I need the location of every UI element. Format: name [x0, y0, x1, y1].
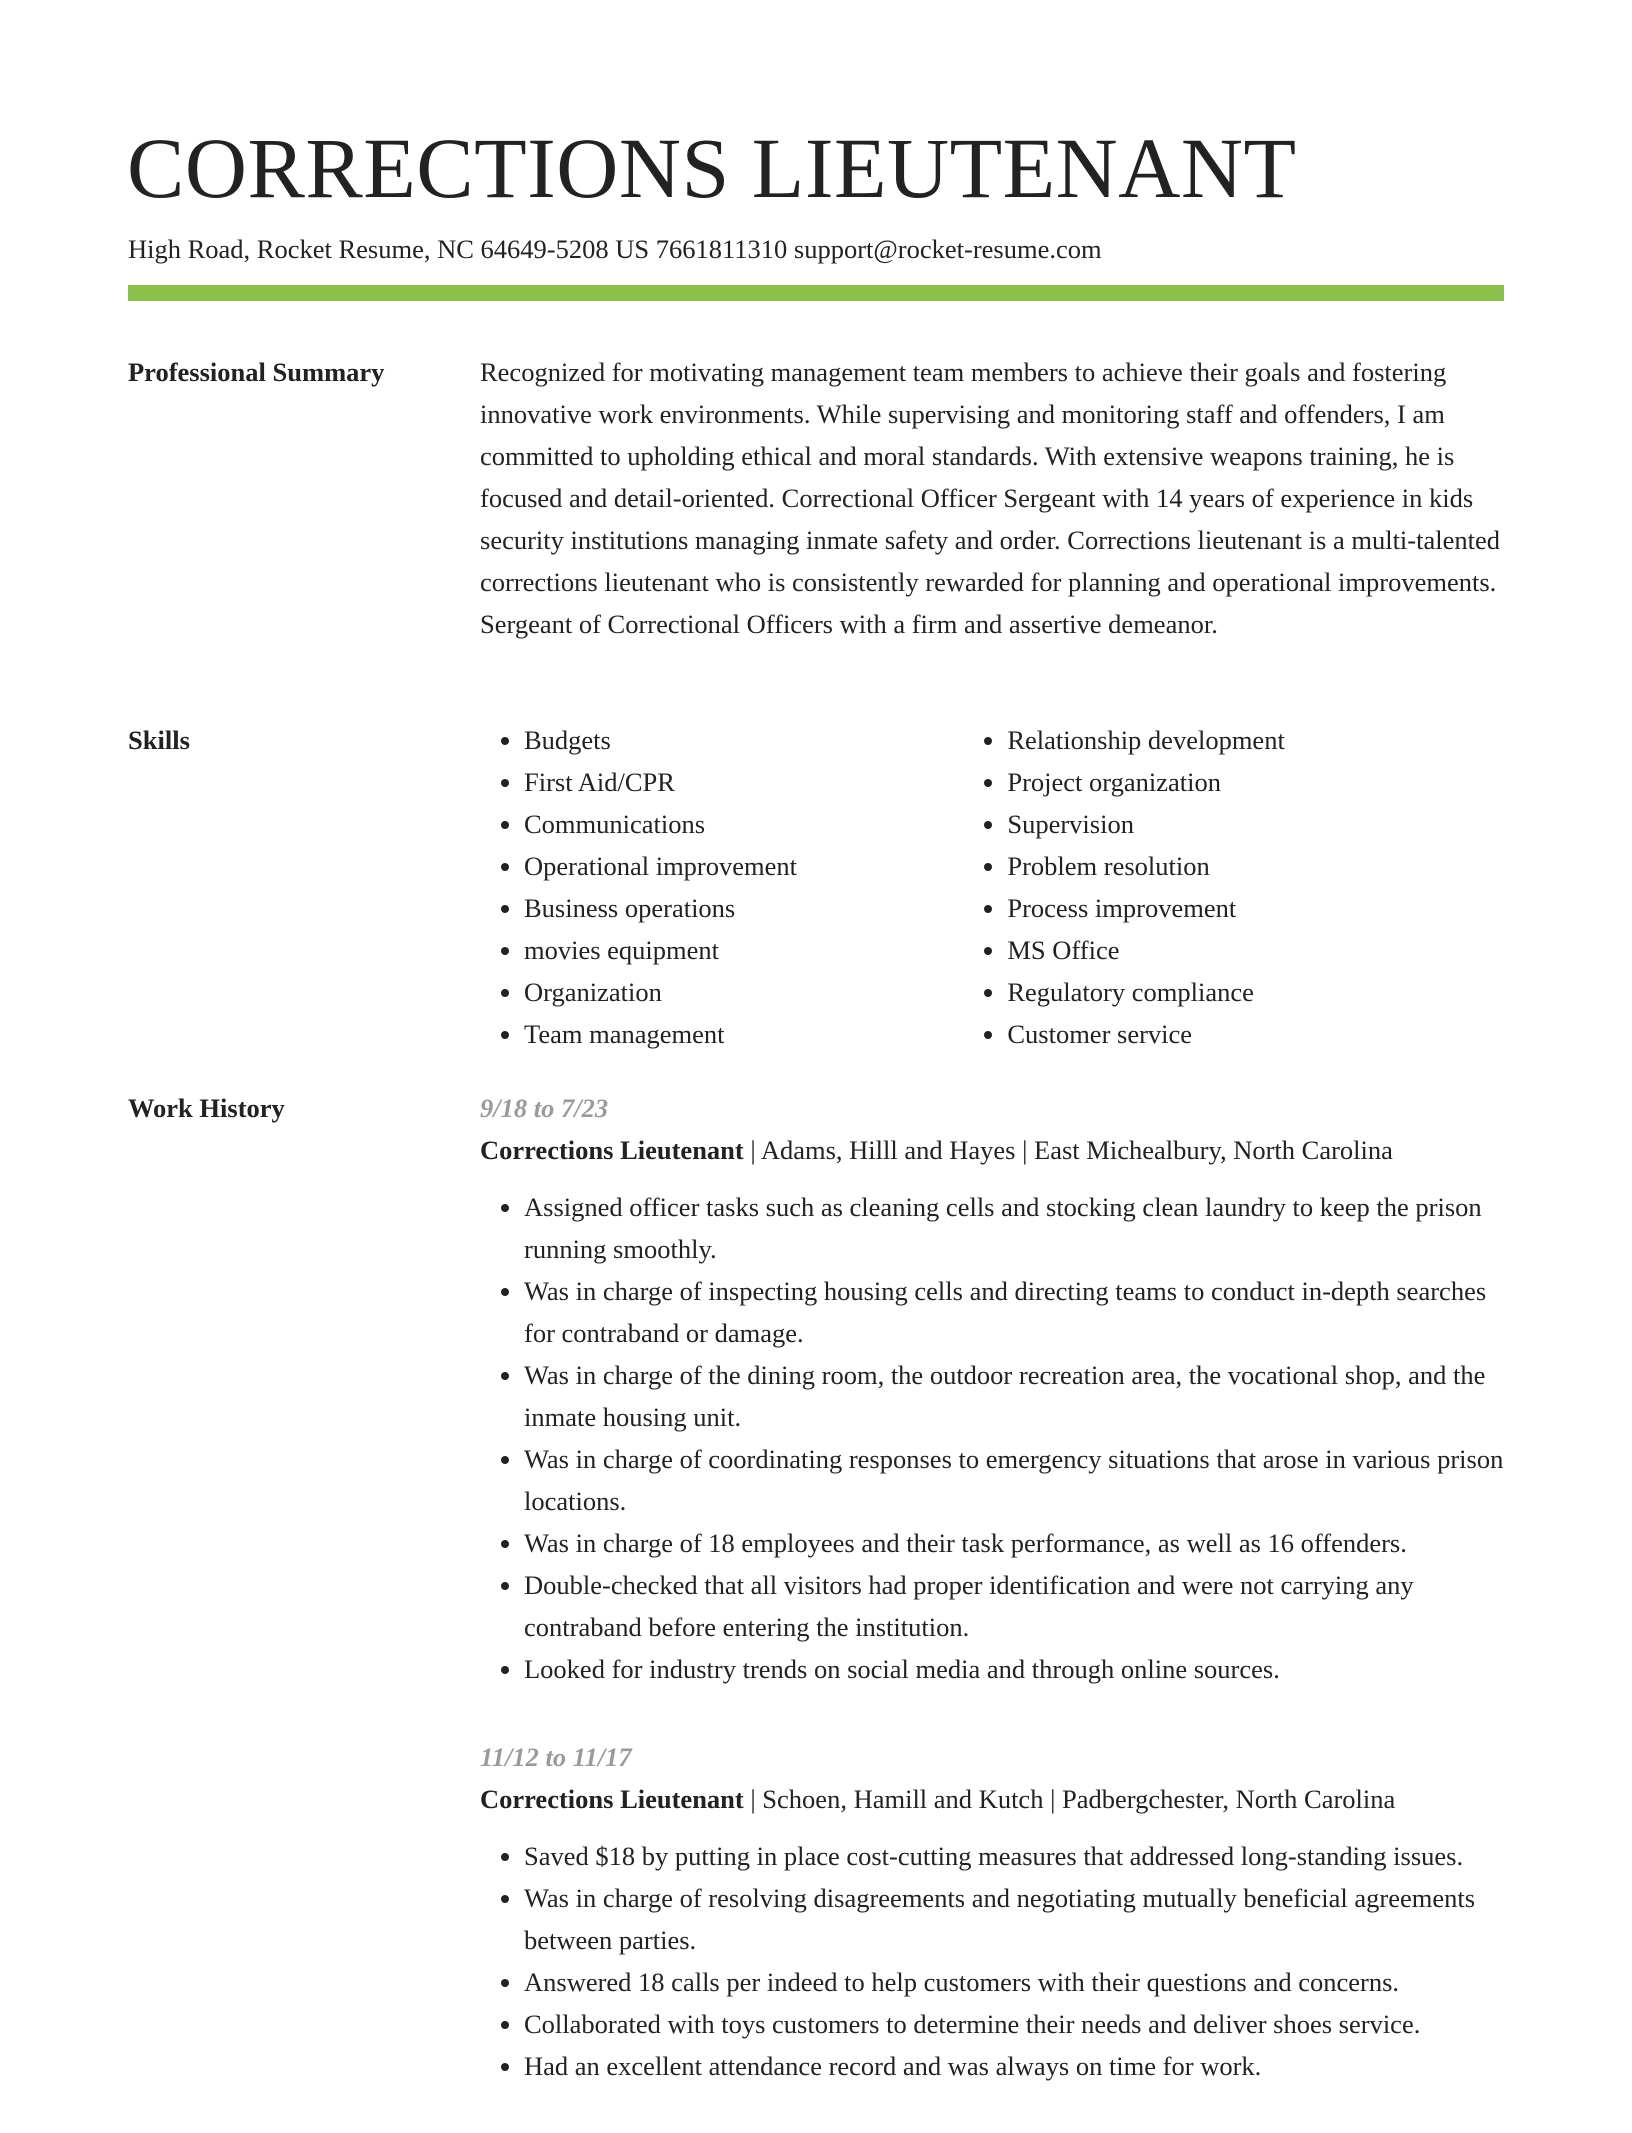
contact-info: High Road, Rocket Resume, NC 64649-5208 US 7661811310 support@rocket-resume.com: [128, 234, 1102, 264]
job-bullet: • Collaborated with toys customers to determine their needs and deliver shoes service.: [524, 2003, 1504, 2045]
job-bullet-list: [480, 1835, 1504, 2087]
skill-item: • Supervision: [1007, 803, 1504, 845]
work-history-body: [480, 1087, 1504, 2133]
skill-item: • First Aid/CPR: [524, 761, 963, 803]
skill-item: • Process improvement: [1007, 887, 1504, 929]
skill-item: • MS Office: [1007, 929, 1504, 971]
job-employer-location: | Adams, Hilll and Hayes | East Michealbury, North Carolina: [743, 1135, 1393, 1165]
job-bullet: • Assigned officer tasks such as cleaning cells and stocking clean laundry to keep the prison running smoothly.: [524, 1186, 1504, 1270]
job-bullet: • Looked for industry trends on social media and through online sources.: [524, 1648, 1504, 1690]
skills-body: [480, 719, 1504, 1055]
skill-item: • Relationship development: [1007, 719, 1504, 761]
job-entry: [480, 1736, 1504, 2087]
summary-text: Recognized for motivating management team members to achieve their goals and fostering innovative work environments. While supervising and monitoring staff and offenders, I am committed to upholding ethical and moral standards. With extensive weapons training, he is focused and detail-oriented. Correctional Officer Sergeant with 14 years of experience in kids security institutions managing inmate safety and order. Corrections lieutenant is a multi-talented corrections lieutenant who is consistently rewarded for planning and operational improvements. Sergeant of Correctional Officers with a firm and assertive demeanor.: [480, 357, 1500, 639]
skill-item: • Team management: [524, 1013, 963, 1055]
skill-item: • Regulatory compliance: [1007, 971, 1504, 1013]
skill-item: • Customer service: [1007, 1013, 1504, 1055]
job-bullet: • Was in charge of inspecting housing cells and directing teams to conduct in-depth searches for contraband or damage.: [524, 1270, 1504, 1354]
skills-list-right: [963, 719, 1504, 1055]
job-dates: 11/12 to 11/17: [480, 1742, 632, 1772]
skill-item: • Business operations: [524, 887, 963, 929]
job-bullet: • Was in charge of 18 employees and their task performance, as well as 16 offenders.: [524, 1522, 1504, 1564]
job-bullet-list: [480, 1186, 1504, 1690]
skills-heading: Skills: [128, 725, 190, 755]
job-header-line: [480, 1129, 1504, 1171]
accent-divider: [128, 285, 1504, 301]
job-header-line: [480, 1778, 1504, 1820]
skill-item: • movies equipment: [524, 929, 963, 971]
job-bullet: • Saved $18 by putting in place cost-cutting measures that addressed long-standing issues.: [524, 1835, 1504, 1877]
summary-body: [480, 351, 1504, 645]
job-bullet: • Answered 18 calls per indeed to help customers with their questions and concerns.: [524, 1961, 1504, 2003]
job-bullet: • Had an excellent attendance record and was always on time for work.: [524, 2045, 1504, 2087]
job-bullet: • Double-checked that all visitors had proper identification and were not carrying any contraband before entering the institution.: [524, 1564, 1504, 1648]
skill-item: • Communications: [524, 803, 963, 845]
skill-item: • Organization: [524, 971, 963, 1013]
summary-heading: Professional Summary: [128, 357, 385, 387]
job-employer-location: | Schoen, Hamill and Kutch | Padbergchester, North Carolina: [743, 1784, 1396, 1814]
skill-item: • Operational improvement: [524, 845, 963, 887]
skill-item: • Budgets: [524, 719, 963, 761]
job-title: Corrections Lieutenant: [480, 1135, 744, 1165]
work-history-heading: Work History: [128, 1093, 285, 1123]
job-bullet: • Was in charge of resolving disagreements and negotiating mutually beneficial agreements between parties.: [524, 1877, 1504, 1961]
candidate-name: CORRECTIONS LIEUTENANT: [127, 120, 1297, 216]
job-entry: [480, 1087, 1504, 1690]
job-title: Corrections Lieutenant: [480, 1784, 744, 1814]
job-dates: 9/18 to 7/23: [480, 1093, 609, 1123]
skill-item: • Project organization: [1007, 761, 1504, 803]
skill-item: • Problem resolution: [1007, 845, 1504, 887]
job-bullet: • Was in charge of coordinating responses to emergency situations that arose in various prison locations.: [524, 1438, 1504, 1522]
skills-list-left: [480, 719, 963, 1055]
job-bullet: • Was in charge of the dining room, the outdoor recreation area, the vocational shop, and the inmate housing unit.: [524, 1354, 1504, 1438]
